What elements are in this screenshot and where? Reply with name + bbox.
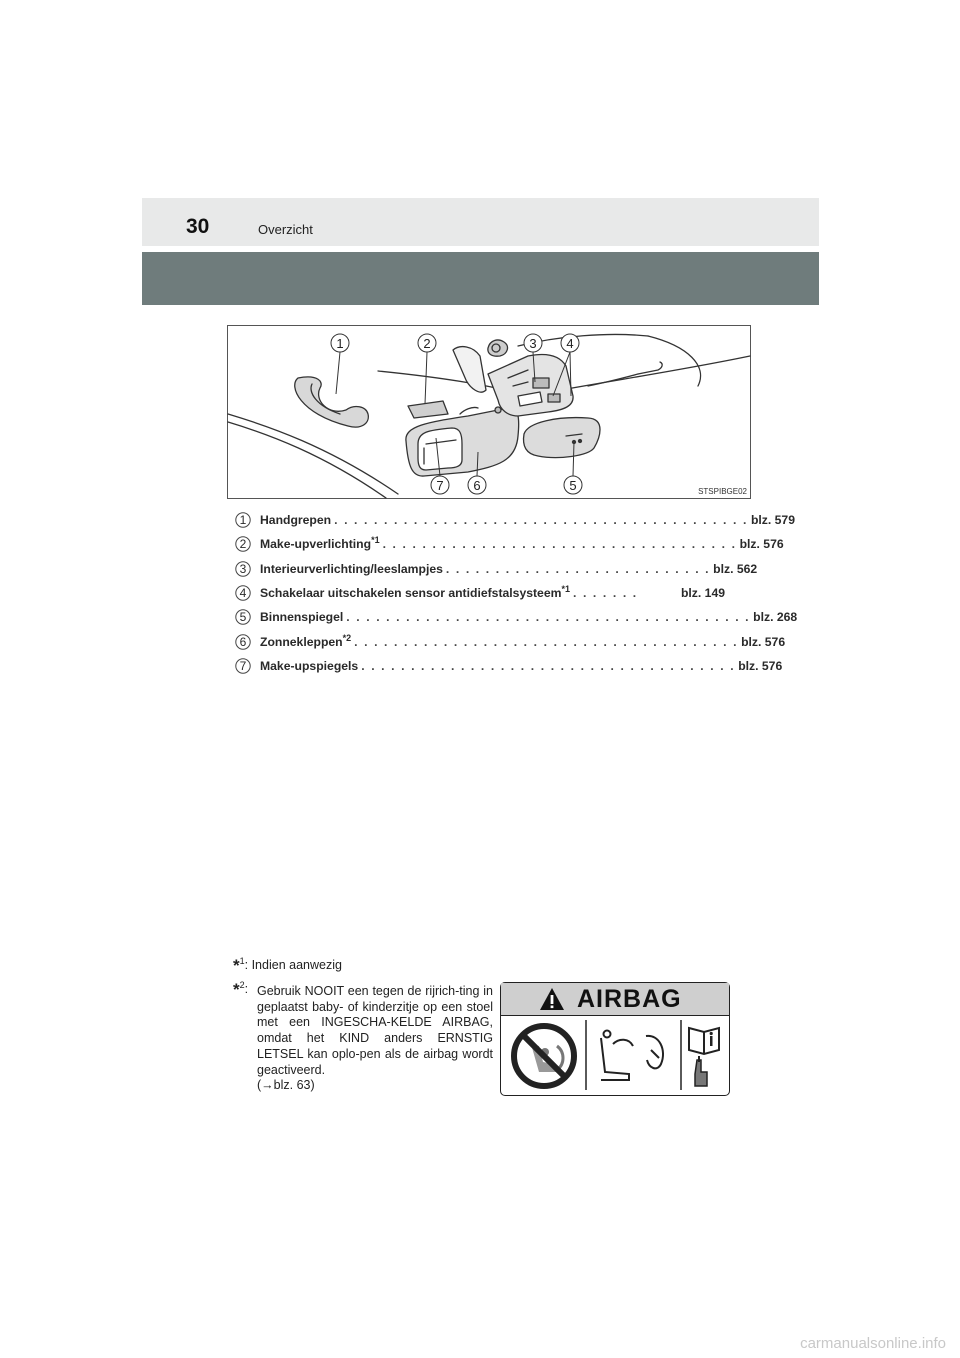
part-label: Zonnekleppen$^{*2}$	[260, 632, 352, 649]
page-reference[interactable]: blz. 576	[741, 634, 786, 649]
page-reference[interactable]: blz. 576	[739, 537, 784, 552]
warning-triangle-icon	[539, 987, 565, 1011]
list-item	[235, 654, 783, 678]
footnote-marker: *$^2$:	[233, 980, 249, 1000]
part-label: Make-upverlichting$^{*1}$	[260, 535, 380, 552]
list-item	[235, 605, 798, 629]
number-badge: 4	[235, 585, 251, 601]
leader-dots: . . . . . . . . . . . . . . . . . . . . . . . . . . . . . . . . . . . .	[382, 537, 737, 552]
callout-4	[561, 334, 579, 352]
owners-manual-icon	[689, 1028, 719, 1086]
leader-dots: . . . . . . . . . . . . . . . . . . . . . . . . . . . . . . . . . . . . . .	[361, 658, 736, 673]
number-badge: 3	[235, 561, 251, 577]
ceiling-drawing	[228, 326, 750, 498]
interior-ceiling-illustration	[227, 325, 751, 499]
page-number: 30	[186, 215, 210, 238]
number-badge: 2	[235, 536, 251, 552]
leader-dots: . . . . . . . . . . . . . . . . . . . . . . . . . . . . . . . . . . . . . . . . . .	[334, 513, 748, 528]
page-reference[interactable]: blz. 576	[738, 658, 783, 673]
leader-dots: . . . . . . . . . . . . . . . . . . . . . . . . . . . . . . . . . . . . . . . . .	[346, 610, 751, 625]
number-badge: 5	[235, 609, 251, 625]
airbag-warning-label	[500, 982, 730, 1096]
section-band	[142, 252, 819, 305]
callout-2	[418, 334, 436, 352]
watermark: carmanualsonline.info	[800, 1335, 946, 1352]
callout-5	[564, 476, 582, 494]
part-label: Schakelaar uitschakelen sensor antidiefstalsysteem$^{*1}$	[260, 583, 570, 601]
number-badge: 7	[235, 658, 251, 674]
airbag-label-header	[501, 983, 729, 1016]
part-label: Binnenspiegel	[260, 610, 344, 625]
footnote-marker: *	[233, 956, 240, 976]
svg-text:5: 5	[569, 478, 577, 493]
no-child-seat-icon	[514, 1026, 574, 1086]
footnote-2	[233, 980, 493, 1094]
page-reference[interactable]: blz. 579	[750, 513, 795, 528]
airbag-label-pictograms	[501, 1016, 729, 1094]
svg-text:7: 7	[436, 478, 444, 493]
airbag-pictograms	[501, 1016, 729, 1094]
callout-6	[468, 476, 486, 494]
svg-text:4: 4	[566, 336, 574, 351]
callout-3	[524, 334, 542, 352]
list-item	[235, 508, 795, 532]
list-item	[235, 532, 784, 556]
airbag-title: AIRBAG	[577, 985, 682, 1013]
list-item	[235, 557, 758, 581]
leader-dots: . . . . . . . . . . . . . . . . . . . . . . . . . . . . . . . . . . . . . . .	[354, 634, 739, 649]
callout-1	[331, 334, 349, 352]
page-reference[interactable]: blz. 562	[713, 561, 758, 576]
section-title: Overzicht	[258, 222, 313, 237]
leader-dots: . . . . . . . . . . . . . . . . . . . . . . . . . . .	[445, 561, 711, 576]
svg-text:3: 3	[529, 336, 537, 351]
svg-text:1: 1	[336, 336, 344, 351]
part-label: Interieurverlichting/leeslampjes	[260, 561, 443, 576]
svg-text:2: 2	[423, 336, 431, 351]
svg-text:6: 6	[473, 478, 481, 493]
footnote-page-reference[interactable]: (→blz. 63)	[257, 1078, 315, 1093]
header-band	[142, 198, 819, 246]
footnote-1: *$^1$: Indien aanwezig	[233, 956, 342, 976]
figure-code: STSPIBGE02	[698, 487, 747, 496]
number-badge: 6	[235, 634, 251, 650]
leader-dots: . . . . . . .	[572, 586, 638, 601]
seat-airbag-icon	[601, 1031, 663, 1081]
footnote-text: : Indien aanwezig	[244, 958, 342, 973]
number-badge: 1	[235, 512, 251, 528]
part-label: Handgrepen	[260, 513, 332, 528]
page-reference[interactable]: blz. 268	[753, 610, 798, 625]
callout-7	[431, 476, 449, 494]
parts-list	[235, 508, 798, 678]
list-item	[235, 581, 725, 605]
list-item	[235, 629, 786, 653]
footnote-text: Gebruik NOOIT een tegen de rijrich-ting in geplaatst baby- of kinderzitje op een stoel met een INGESCHA-KELDE AIRBAG, omdat het KIND anders ERNSTIG LETSEL kan oplo-pen als de airbag wordt geactiveerd.	[257, 984, 493, 1077]
part-label: Make-upspiegels	[260, 658, 359, 673]
page-reference[interactable]: blz. 149	[680, 586, 725, 601]
